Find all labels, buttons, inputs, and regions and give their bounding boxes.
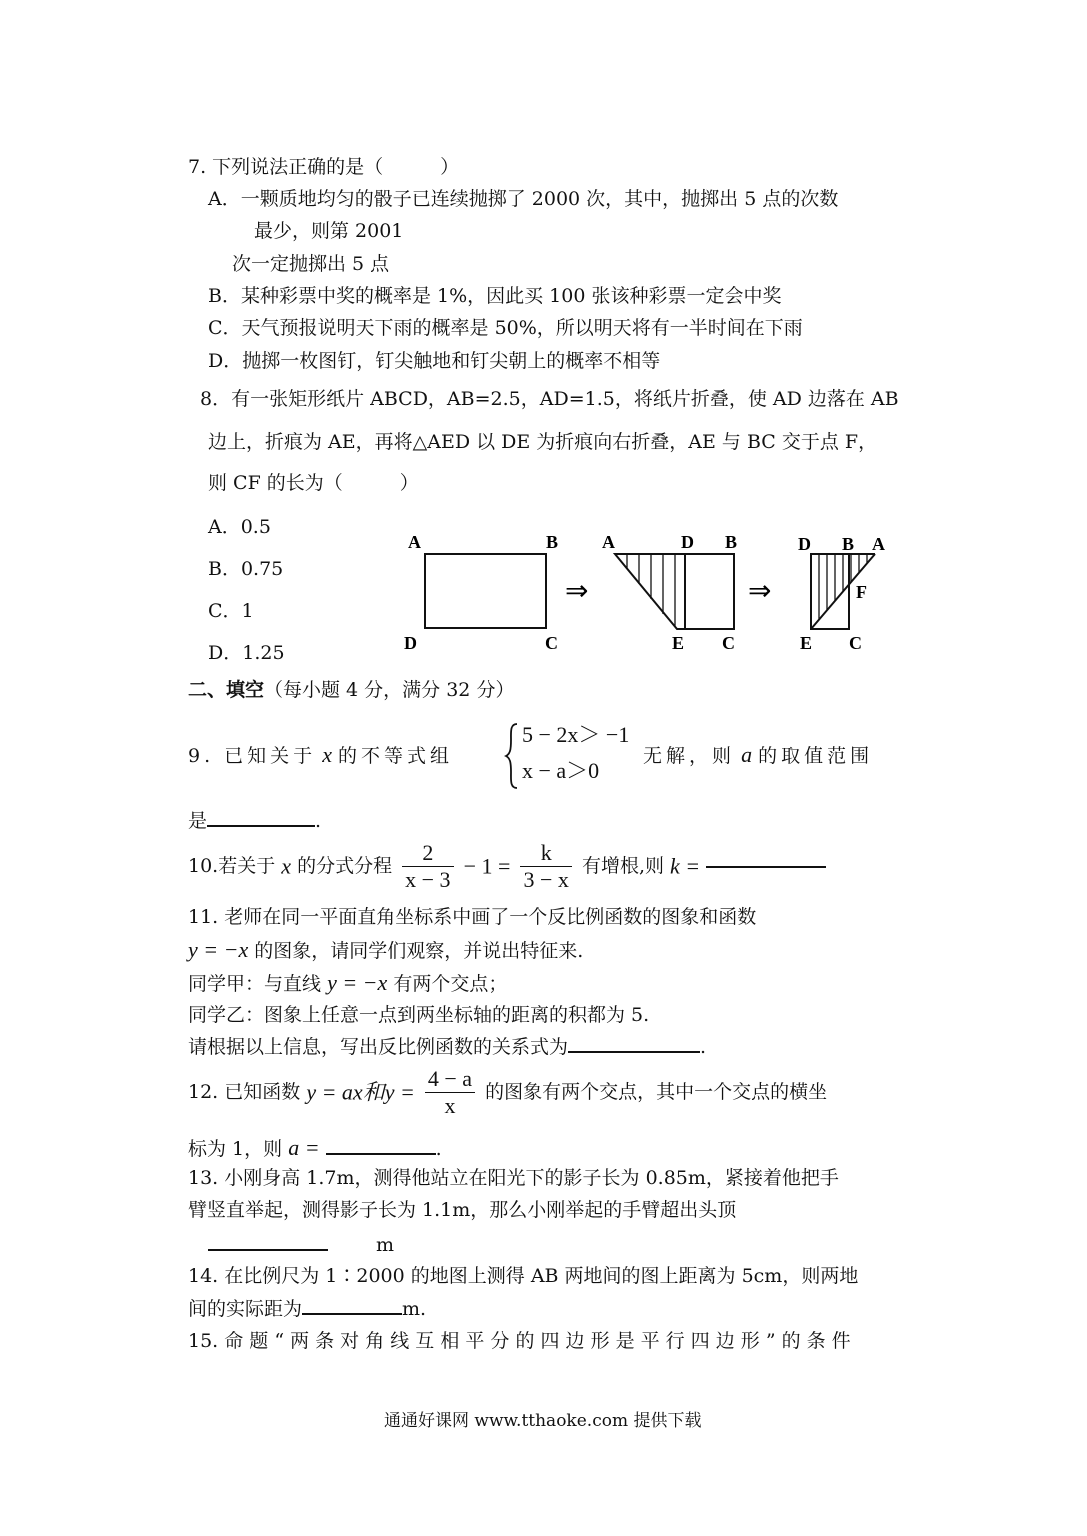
q8-line2: 边上，折痕为 AE，再将△AED 以 DE 为折痕向右折叠，AE 与 BC 交于点 F，: [208, 431, 878, 453]
q12-f-denominator: x: [425, 1092, 475, 1117]
q10-line: [188, 842, 826, 891]
fig2-label-c: C: [722, 633, 735, 653]
fig1-label-c: C: [545, 633, 558, 653]
q10-fraction-1: [402, 842, 453, 891]
fig1-label-d: D: [404, 633, 417, 653]
q8-line3: 则 CF 的长为（ ）: [208, 472, 419, 494]
q12-end: .: [435, 1138, 442, 1160]
q11-line5: [188, 1036, 706, 1059]
section2-title: 二、填空: [188, 679, 265, 701]
q7-option-b: B．某种彩票中奖的概率是 1%，因此买 100 张该种彩票一定会中奖: [208, 285, 782, 307]
q9-line2: [188, 810, 321, 833]
q12-line1: [188, 1068, 827, 1117]
q9-answer-blank[interactable]: [207, 824, 315, 827]
q10-pre: 10.若关于: [188, 855, 276, 877]
q13-unit: m: [376, 1234, 395, 1256]
q7-option-a-line2: 最少，则第 2001: [254, 220, 404, 242]
q12-math1: y = ax和y =: [306, 1079, 415, 1105]
q7-option-d: D．抛掷一枚图钉，钉尖触地和钉尖朝上的概率不相等: [208, 350, 661, 372]
q12-pre: 12. 已知函数: [188, 1081, 301, 1103]
q9-pre: 9. 已知关于: [188, 745, 317, 767]
q14-line2: [188, 1298, 426, 1321]
q11-answer-blank[interactable]: [568, 1050, 700, 1053]
fig3-label-b: B: [842, 534, 855, 554]
q11-line3-post: 有两个交点；: [393, 973, 508, 995]
q11-line2-text: 的图象，请同学们观察，并说出特征来.: [254, 940, 584, 962]
q9-line1-post: [643, 742, 873, 768]
q11-line2-math: y = −x: [188, 937, 249, 962]
q9-inequality-1: 5 − 2x＞ −1: [522, 722, 630, 747]
q10-f1-numerator: 2: [422, 840, 434, 865]
q9-line2-text: 是: [188, 810, 208, 832]
q12-fraction: [425, 1068, 475, 1117]
q10-f1-denominator: x − 3: [402, 866, 453, 891]
q8-folding-figure: [395, 528, 905, 660]
q14-line1: 14. 在比例尺为 1∶2000 的地图上测得 AB 两地间的图上距离为 5cm，则两地: [188, 1265, 859, 1287]
fig1-label-b: B: [546, 532, 559, 552]
q15-line1: 15. 命 题 “ 两 条 对 角 线 互 相 平 分 的 四 边 形 是 平 行 四 边 形 ” 的 条 件: [188, 1330, 851, 1352]
q9-var-a: a: [741, 742, 753, 767]
q11-line3: [188, 970, 507, 996]
q7-option-c: C．天气预报说明天下雨的概率是 50%，所以明天将有一半时间在下雨: [208, 317, 803, 339]
q8-option-b: B．0.75: [208, 558, 284, 580]
q10-var-x: x: [281, 853, 292, 879]
q11-line2: [188, 937, 583, 963]
q13-line1: 13. 小刚身高 1.7m，测得他站立在阳光下的影子长为 0.85m，紧接着他把手: [188, 1167, 839, 1189]
q10-k-eq: k =: [670, 853, 701, 879]
q11-line5-text: 请根据以上信息，写出反比例函数的关系式为: [188, 1036, 569, 1058]
q8-option-a: A．0.5: [208, 516, 271, 538]
q7-stem: 7. 下列说法正确的是（ ）: [188, 156, 460, 178]
fig1-label-a: A: [408, 532, 421, 552]
q12-line2: [188, 1135, 442, 1161]
q9-post1: 无解，则: [643, 745, 736, 767]
q12-f-numerator: 4 − a: [427, 1066, 473, 1091]
fig3-label-c: C: [849, 633, 862, 653]
fig2-label-a: A: [602, 532, 615, 552]
arrow-1: ⇒: [565, 574, 589, 607]
q10-fraction-2: [520, 842, 571, 891]
section2-note: （每小题 4 分，满分 32 分）: [264, 679, 515, 701]
q14-line2-post: m.: [402, 1298, 427, 1320]
page-footer: 通通好课网 www.tthaoke.com 提供下载: [384, 1411, 702, 1431]
q9-end: .: [315, 810, 322, 832]
q10-minus-one: − 1 =: [463, 853, 511, 879]
fig2-label-b: B: [725, 532, 738, 552]
q13-line2: 臂竖直举起，测得影子长为 1.1m，那么小刚举起的手臂超出头顶: [188, 1199, 737, 1221]
q13-answer-blank[interactable]: [208, 1248, 328, 1251]
q12-post: 的图象有两个交点，其中一个交点的横坐: [485, 1081, 828, 1103]
q11-line3-math: y = −x: [327, 970, 388, 995]
arrow-2: ⇒: [748, 574, 772, 607]
fig1-rectangle: [425, 554, 546, 628]
fig3-label-e: E: [800, 633, 813, 653]
q10-mid: 的分式分程: [297, 855, 393, 877]
q9-line1: [188, 742, 453, 768]
q11-line4: 同学乙：图象上任意一点到两坐标轴的距离的积都为 5.: [188, 1004, 650, 1026]
q10-f2-numerator: k: [540, 840, 552, 865]
q12-line2-math: a =: [288, 1135, 320, 1160]
q11-end: .: [700, 1036, 707, 1058]
q10-f2-denominator: 3 − x: [520, 866, 571, 891]
q12-line2-pre: 标为 1，则: [188, 1138, 283, 1160]
q7-option-a-line3: 次一定抛掷出 5 点: [232, 253, 390, 275]
fig2-hatch: [627, 554, 675, 627]
q14-answer-blank[interactable]: [302, 1312, 402, 1315]
q8-option-c: C．1: [208, 600, 254, 622]
q10-post: 有增根,则: [581, 855, 664, 877]
fig3-label-f: F: [856, 582, 867, 602]
q8-line1: 8．有一张矩形纸片 ABCD，AB=2.5，AD=1.5，将纸片折叠，使 AD 边落在 AB: [200, 388, 899, 410]
q12-answer-blank[interactable]: [326, 1152, 436, 1155]
q9-mid: 的不等式组: [338, 745, 454, 767]
section2-heading: [188, 679, 514, 702]
q7-option-a-line1: A．一颗质地均匀的骰子已连续抛掷了 2000 次，其中，抛掷出 5 点的次数: [208, 188, 839, 210]
q9-inequality-2: x − a＞0: [522, 758, 600, 783]
fig3-label-d: D: [798, 534, 811, 554]
q14-line2-pre: 间的实际距为: [188, 1298, 303, 1320]
q11-line1: 11. 老师在同一平面直角坐标系中画了一个反比例函数的图象和函数: [188, 906, 757, 928]
fig2-label-e: E: [672, 633, 685, 653]
fig3-label-a: A: [872, 534, 885, 554]
fig2-label-d: D: [681, 532, 694, 552]
q9-var-x: x: [322, 742, 332, 767]
q9-system-brace: [504, 722, 520, 790]
q9-post2: 的取值范围: [758, 745, 874, 767]
q11-line3-pre: 同学甲：与直线: [188, 973, 322, 995]
q13-line3: [208, 1234, 394, 1257]
q8-option-d: D．1.25: [208, 642, 285, 664]
q10-answer-blank[interactable]: [706, 865, 826, 868]
